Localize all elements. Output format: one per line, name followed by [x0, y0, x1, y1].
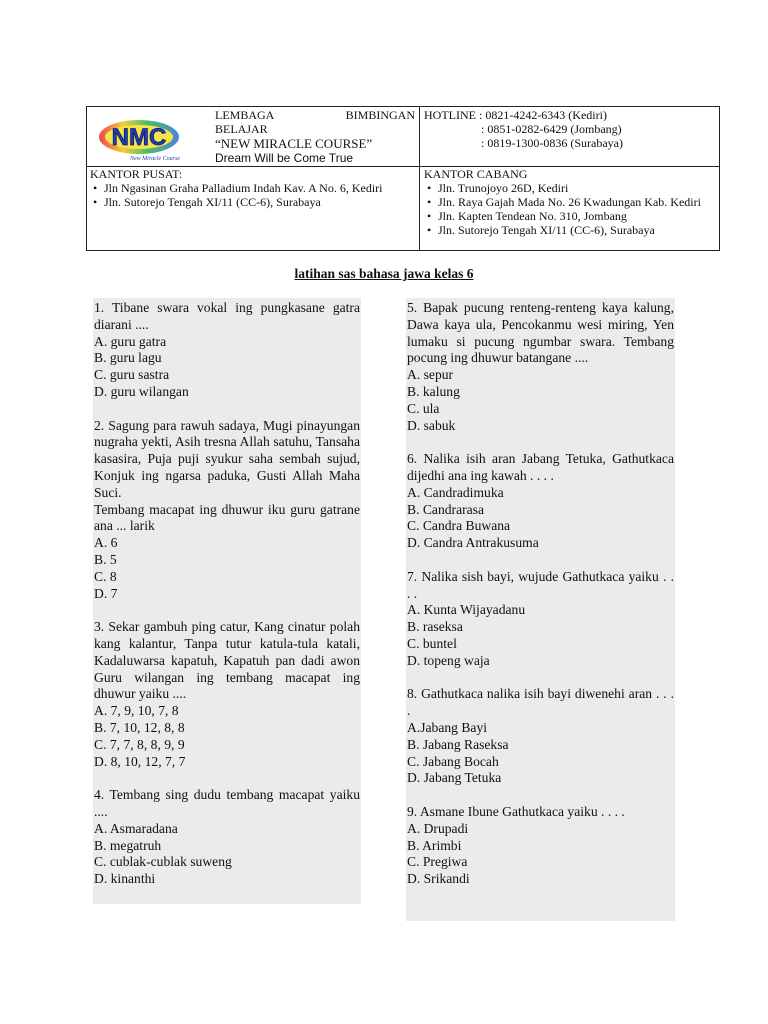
- question-prompt: Tembang macapat ing dhuwur iku guru gatrane ana ... larik: [94, 501, 360, 534]
- head-office-block: [90, 167, 416, 209]
- institution-motto: Dream Will be Come True: [215, 151, 354, 165]
- question-4: [93, 787, 361, 888]
- hotline-kediri: HOTLINE : 0821-4242-6343 (Kediri): [424, 108, 607, 122]
- answer-option: D. Candra Antrakusuma: [407, 535, 539, 551]
- head-office-address: • Jln Ngasinan Graha Palladium Indah Kav. A No. 6, Kediri: [90, 181, 416, 195]
- answer-option: C. ula: [407, 400, 440, 416]
- question-1: [93, 300, 361, 401]
- answer-option: C. Jabang Bocah: [407, 753, 499, 769]
- question-stem: 8. Gathutkaca nalika isih bayi diwenehi aran . . . .: [407, 686, 674, 719]
- answer-option: B. raseksa: [407, 619, 463, 635]
- answer-option: B. kalung: [407, 383, 460, 399]
- letterhead: [86, 106, 720, 251]
- document-title: latihan sas bahasa jawa kelas 6: [294, 266, 474, 281]
- answer-option: A. 7, 9, 10, 7, 8: [94, 703, 179, 719]
- answer-option: A. sepur: [407, 367, 454, 383]
- answer-option: A.Jabang Bayi: [407, 719, 488, 735]
- head-office-title: KANTOR PUSAT:: [90, 167, 183, 181]
- header-divider-vertical: [419, 107, 420, 250]
- branch-office-address: • Jln. Raya Gajah Mada No. 26 Kwadungan Kab. Kediri: [424, 195, 718, 209]
- institution-word-lembaga: LEMBAGA: [215, 108, 275, 122]
- institution-word-belajar: BELAJAR: [215, 122, 268, 136]
- question-stem: 3. Sekar gambuh ping catur, Kang cinatur polah kang kalantur, Tanpa tutur katula-tula katali, Kadaluwarsa kapatuh, Kapatuh pan dadi awon Guru wilangan ing tembang macapat ing dhuwur yaiku ....: [94, 619, 360, 702]
- question-5: [406, 300, 675, 434]
- branch-office-block: [424, 167, 718, 237]
- answer-option: C. Pregiwa: [407, 854, 468, 870]
- answer-option: C. guru sastra: [94, 367, 170, 383]
- questions-column-right: [406, 298, 675, 921]
- answer-option: D. topeng waja: [407, 652, 490, 668]
- branch-office-address: • Jln. Trunojoyo 26D, Kediri: [424, 181, 718, 195]
- questions-column-left: [93, 298, 361, 904]
- answer-option: D. Jabang Tetuka: [407, 770, 502, 786]
- answer-option: D. kinanthi: [94, 871, 156, 887]
- branch-office-address: • Jln. Kapten Tendean No. 310, Jombang: [424, 209, 718, 223]
- institution-block: [215, 108, 415, 165]
- question-stem: 9. Asmane Ibune Gathutkaca yaiku . . . .: [407, 803, 625, 819]
- answer-option: B. Jabang Raseksa: [407, 736, 509, 752]
- branch-office-list: [424, 181, 718, 237]
- question-stem: 7. Nalika sish bayi, wujude Gathutkaca yaiku . . . .: [407, 568, 674, 601]
- answer-option: D. 7: [94, 585, 118, 601]
- answer-option: C. Candra Buwana: [407, 518, 511, 534]
- hotline-block: [424, 108, 718, 150]
- answer-option: D. guru wilangan: [94, 383, 189, 399]
- question-stem: 2. Sagung para rawuh sadaya, Mugi pinayungan nugraha yekti, Asih tresna Allah satuhu, Tansaha kasasira, Puja puji syukur saha sembah sujud, Konjuk ing ngarsa paduka, Gusti Allah Maha Suci.: [94, 417, 360, 500]
- head-office-address: • Jln. Sutorejo Tengah XI/11 (CC-6), Surabaya: [90, 195, 416, 209]
- question-stem: 5. Bapak pucung renteng-renteng kaya kalung, Dawa kaya ula, Pencokanmu wesi miring, Yen lumaku si pucung ngumbar swara. Tembang pocung ing dhuwur batangane ....: [407, 300, 674, 366]
- branch-office-address: • Jln. Sutorejo Tengah XI/11 (CC-6), Surabaya: [424, 223, 718, 237]
- answer-option: D. sabuk: [407, 417, 456, 433]
- institution-name: “NEW MIRACLE COURSE”: [215, 136, 373, 151]
- hotline-surabaya: : 0819-1300-0836 (Surabaya): [481, 136, 623, 150]
- answer-option: A. 6: [94, 535, 118, 551]
- answer-option: B. guru lagu: [94, 350, 162, 366]
- answer-option: D. Srikandi: [407, 871, 470, 887]
- institution-word-bimbingan: BIMBINGAN: [345, 108, 415, 122]
- answer-option: B. Arimbi: [407, 837, 462, 853]
- question-2: [93, 418, 361, 603]
- question-7: [406, 569, 675, 670]
- answer-option: A. Kunta Wijayadanu: [407, 602, 526, 618]
- question-8: [406, 686, 675, 787]
- answer-option: C. buntel: [407, 635, 457, 651]
- answer-option: B. Candrarasa: [407, 501, 485, 517]
- answer-option: C. cublak-cublak suweng: [94, 854, 232, 870]
- answer-option: B. 7, 10, 12, 8, 8: [94, 719, 185, 735]
- answer-option: A. Asmaradana: [94, 820, 178, 836]
- hotline-jombang: : 0851-0282-6429 (Jombang): [481, 122, 622, 136]
- answer-option: C. 8: [94, 568, 117, 584]
- answer-option: A. Drupadi: [407, 820, 469, 836]
- question-stem: 6. Nalika isih aran Jabang Tetuka, Gathutkaca dijedhi ana ing kawah . . . .: [407, 451, 674, 483]
- svg-text:NMC: NMC: [111, 124, 167, 151]
- question-stem: 4. Tembang sing dudu tembang macapat yaiku ....: [94, 787, 360, 819]
- answer-option: D. 8, 10, 12, 7, 7: [94, 753, 186, 769]
- svg-text:New Miracle Course: New Miracle Course: [130, 156, 180, 162]
- answer-option: B. megatruh: [94, 837, 162, 853]
- head-office-list: [90, 181, 416, 209]
- answer-option: B. 5: [94, 551, 117, 567]
- answer-option: C. 7, 7, 8, 8, 9, 9: [94, 736, 185, 752]
- answer-option: A. guru gatra: [94, 333, 167, 349]
- question-stem: 1. Tibane swara vokal ing pungkasane gatra diarani ....: [94, 300, 360, 332]
- question-6: [406, 451, 675, 552]
- answer-option: A. Candradimuka: [407, 484, 504, 500]
- nmc-logo: [97, 113, 181, 163]
- question-9: [406, 804, 675, 888]
- branch-office-title: KANTOR CABANG: [424, 167, 528, 181]
- question-3: [93, 619, 361, 770]
